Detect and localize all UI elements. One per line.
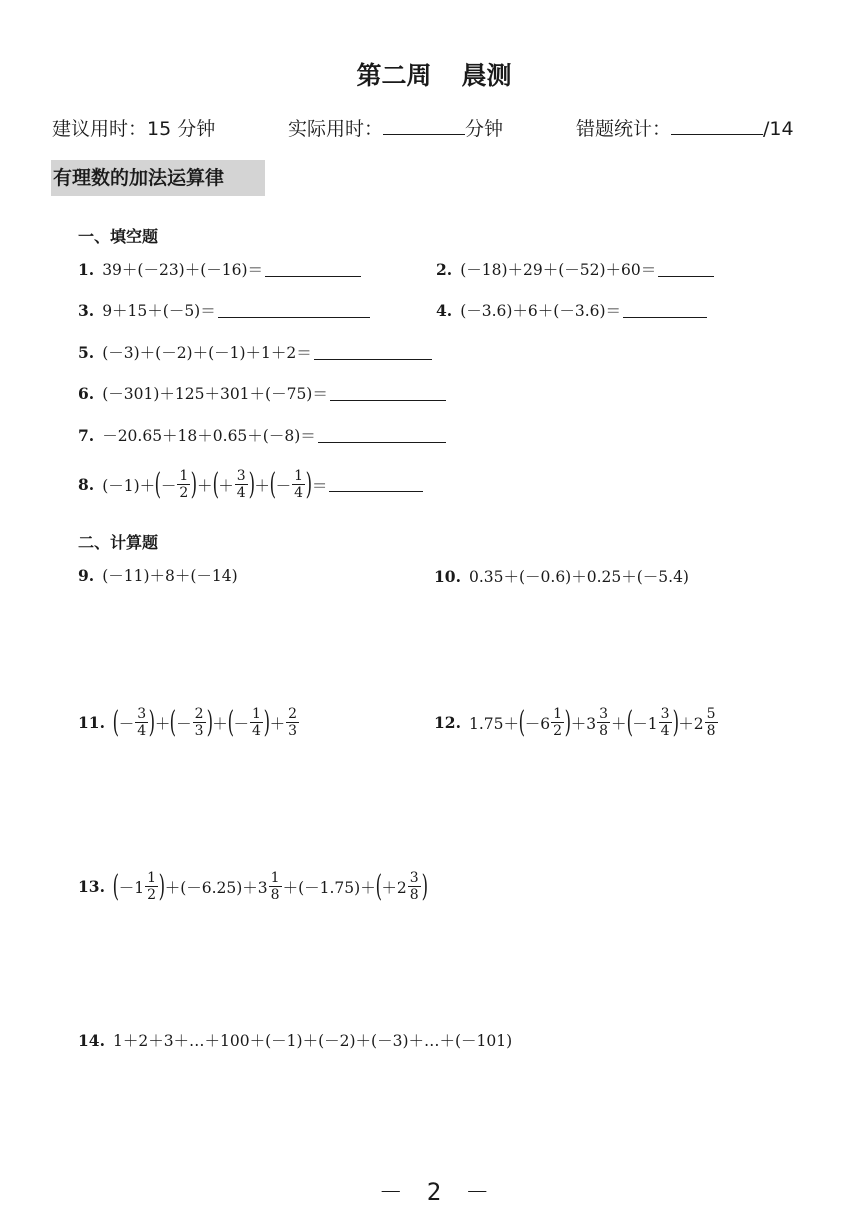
question-1 <box>78 258 361 280</box>
error-stats <box>576 114 794 141</box>
fraction: $\frac{3}{4}$ <box>660 706 670 739</box>
answer-blank[interactable] <box>330 386 446 401</box>
fraction: $\frac{3}{8}$ <box>409 870 419 903</box>
question-expr: (－3.6)＋6＋(－3.6)＝ <box>460 302 622 320</box>
fraction: $\frac{2}{3}$ <box>194 706 204 739</box>
fraction: $\frac{2}{3}$ <box>288 706 298 739</box>
error-stats-total: /14 <box>763 118 794 140</box>
error-stats-label: 错题统计： <box>576 118 672 140</box>
question-number: 3. <box>78 300 95 320</box>
fraction: $\frac{3}{4}$ <box>137 706 147 739</box>
question-expr: (－301)＋125＋301＋(－75)＝ <box>102 385 328 403</box>
answer-blank[interactable] <box>265 262 361 277</box>
question-number: 4. <box>436 300 453 320</box>
question-5 <box>78 341 432 363</box>
suggested-time: 建议用时：15 分钟 <box>52 118 216 140</box>
question-expr: (－11)＋8＋(－14) <box>102 567 238 585</box>
question-number: 12. <box>434 713 461 732</box>
section-title: 有理数的加法运算律 <box>51 160 265 196</box>
question-10 <box>434 565 689 587</box>
error-stats-blank[interactable] <box>671 116 763 135</box>
fraction: $\frac{1}{2}$ <box>553 706 562 739</box>
question-expr: 1＋2＋3＋…＋100＋(－1)＋(－2)＋(－3)＋…＋(－101) <box>112 1032 513 1050</box>
answer-blank[interactable] <box>623 303 707 318</box>
question-12: 12. 1.75＋ ( －6 $\frac{1}{2}$ ) ＋3 $\frac{3}{8}$ ＋ ( －1 $\frac{3}{4}$ ) ＋2 $\frac{5}{8}$ <box>434 704 716 740</box>
title-test: 晨测 <box>461 61 512 90</box>
question-expr: －20.65＋18＋0.65＋(－8)＝ <box>102 427 316 445</box>
fraction: $\frac{3}{4}$ <box>236 468 246 501</box>
question-expr-part: (－1)＋ <box>102 476 156 495</box>
question-number: 5. <box>78 342 95 362</box>
question-number: 10. <box>434 566 461 586</box>
question-8: 8. (－1)＋ ( － $\frac{1}{2}$ ) ＋ ( ＋ $\frac{3}{4}$ ) ＋ ( － $\frac{1}{4}$ ) ＝ <box>78 468 423 501</box>
question-number: 2. <box>436 259 453 279</box>
question-4 <box>436 299 707 321</box>
question-13: 13. ( －1 $\frac{1}{2}$ ) ＋(－6.25)＋3 $\frac{1}{8}$ ＋(－1.75)＋ ( ＋2 $\frac{3}{8}$ ) <box>78 868 428 904</box>
question-number: 11. <box>78 713 105 732</box>
question-expr: (－3)＋(－2)＋(－1)＋1＋2＝ <box>102 344 312 362</box>
fraction: $\frac{1}{4}$ <box>294 468 304 501</box>
actual-time-unit: 分钟 <box>465 118 504 140</box>
page-title <box>0 56 868 92</box>
actual-time-blank[interactable] <box>383 116 465 135</box>
question-14 <box>78 1029 512 1051</box>
question-expr: (－18)＋29＋(－52)＋60＝ <box>460 261 657 279</box>
answer-blank[interactable] <box>314 345 432 360</box>
part1-title: 一、填空题 <box>78 227 159 246</box>
fraction: $\frac{3}{8}$ <box>599 706 609 739</box>
actual-time-label: 实际用时： <box>288 118 384 140</box>
answer-blank[interactable] <box>218 303 370 318</box>
fraction: $\frac{1}{2}$ <box>147 870 156 903</box>
part2-title: 二、计算题 <box>78 533 159 552</box>
question-number: 14. <box>78 1030 105 1050</box>
question-expr: 0.35＋(－0.6)＋0.25＋(－5.4) <box>468 568 689 586</box>
question-9 <box>78 564 238 586</box>
answer-blank[interactable] <box>658 262 714 277</box>
question-6 <box>78 382 446 404</box>
question-number: 13. <box>78 877 105 896</box>
question-11: 11. ( － $\frac{3}{4}$ ) ＋ ( － $\frac{2}{3}$ ) ＋ ( － $\frac{1}{4}$ ) ＋ $\frac{2}{3}$ <box>78 704 298 740</box>
fraction: $\frac{1}{4}$ <box>251 706 261 739</box>
question-expr: 39＋(－23)＋(－16)＝ <box>102 261 264 279</box>
actual-time <box>288 114 503 141</box>
question-number: 9. <box>78 565 95 585</box>
question-expr: 9＋15＋(－5)＝ <box>102 302 216 320</box>
fraction: $\frac{1}{2}$ <box>179 468 189 501</box>
fraction: $\frac{1}{8}$ <box>270 870 280 903</box>
question-number: 7. <box>78 425 95 445</box>
question-3 <box>78 299 370 321</box>
page-number: － 2 － <box>378 1178 490 1206</box>
question-7 <box>78 424 446 446</box>
title-week: 第二周 <box>356 61 432 90</box>
question-number: 6. <box>78 383 95 403</box>
fraction: $\frac{5}{8}$ <box>706 706 716 739</box>
question-number: 1. <box>78 259 95 279</box>
answer-blank[interactable] <box>318 428 446 443</box>
question-2 <box>436 258 714 280</box>
question-expr-part: 1.75＋ <box>468 714 519 733</box>
question-number: 8. <box>78 475 95 494</box>
answer-blank[interactable] <box>329 477 423 492</box>
